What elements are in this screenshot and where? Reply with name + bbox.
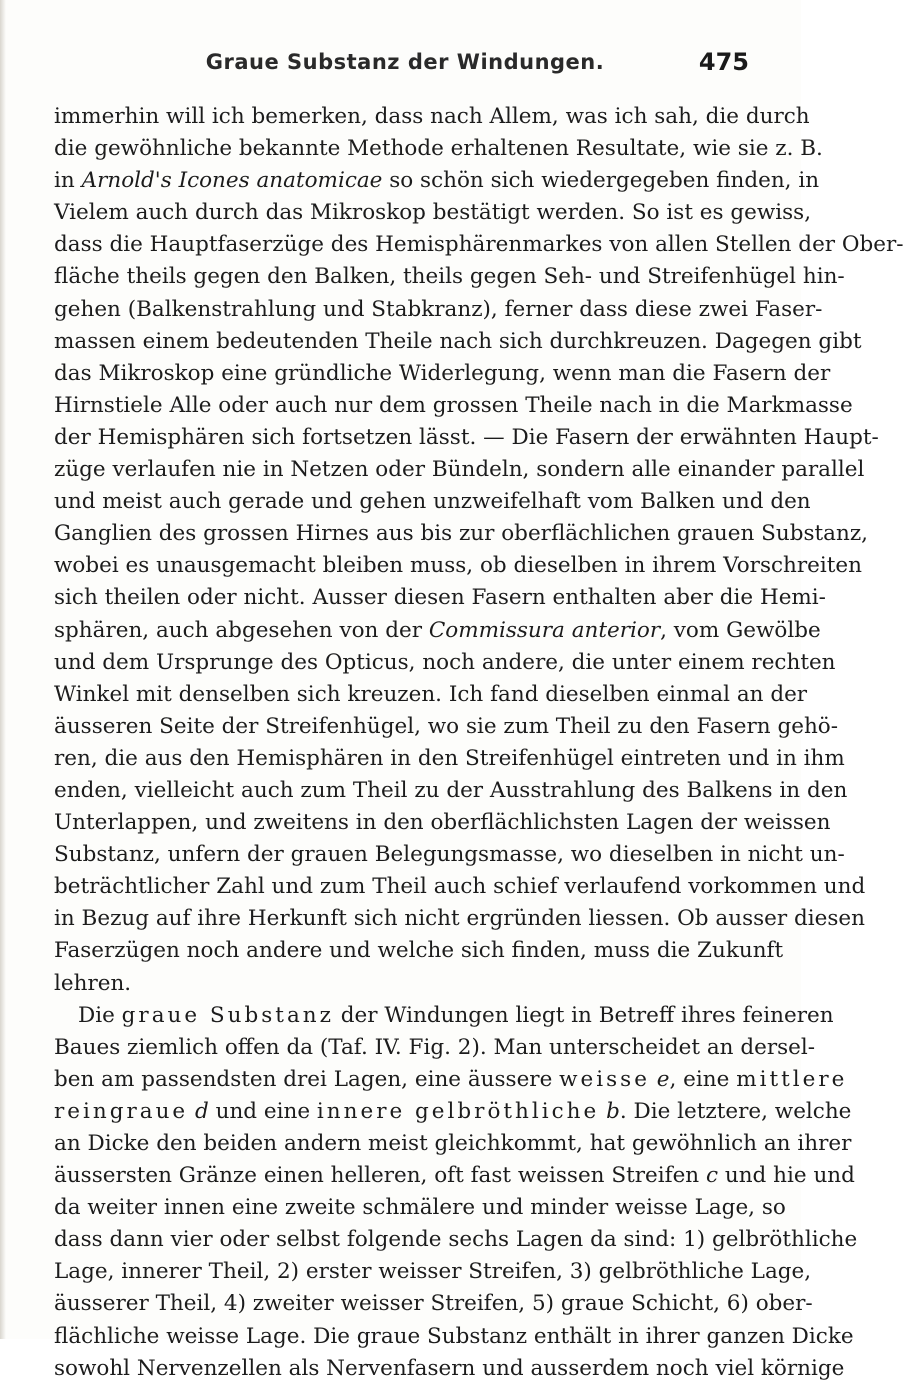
- text-run: und dem Ursprunge des Opticus, noch andere, die unter einem rechten: [54, 649, 836, 675]
- text-run: das Mikroskop eine gründliche Widerlegung, wenn man die Fasern der: [54, 360, 831, 386]
- text-run: züge verlaufen nie in Netzen oder Bündeln, sondern alle einander parallel: [54, 457, 865, 483]
- text-line: [54, 839, 845, 871]
- text-run: dass die Hauptfaserzüge des Hemisphärenmarkes von allen Stellen der Ober-: [54, 232, 904, 258]
- text-line: [54, 326, 862, 358]
- text-run: ren, die aus den Hemisphären in den Streifenhügel eintreten und in ihm: [54, 745, 845, 771]
- text-line: [54, 1128, 852, 1160]
- text-run: äusserer Theil, 4) zweiter weisser Streifen, 5) graue Schicht, 6) ober-: [54, 1291, 813, 1317]
- text-line: [54, 968, 764, 1000]
- text-run: Substanz, unfern der grauen Belegungsmasse, wo dieselben in nicht un-: [54, 842, 845, 868]
- text-line: [54, 1256, 812, 1288]
- italic-text: d: [195, 1098, 209, 1124]
- text-line: [54, 775, 848, 807]
- text-line: [54, 294, 823, 326]
- text-line: [54, 615, 821, 647]
- text-run: und hie und: [718, 1163, 855, 1189]
- text-run: Vielem auch durch das Mikroskop bestätigt werden. So ist es gewiss,: [54, 200, 812, 226]
- spaced-text: innere gelbröthliche: [316, 1098, 600, 1124]
- text-run: und eine: [208, 1098, 317, 1124]
- text-run: sich theilen oder nicht. Ausser diesen Fasern enthalten aber die Hemi-: [54, 585, 826, 611]
- text-run: Winkel mit denselben sich kreuzen. Ich fand dieselben einmal an der: [54, 681, 808, 707]
- text-line: [54, 1224, 858, 1256]
- text-run: [188, 1099, 195, 1124]
- text-run: der Windungen liegt in Betreff ihres feineren: [333, 1002, 834, 1028]
- text-line: [54, 871, 866, 903]
- text-line: [54, 133, 823, 165]
- text-line: [54, 1160, 855, 1192]
- italic-text: e: [656, 1066, 670, 1092]
- text-run: Unterlappen, und zweitens in den oberflächlichsten Lagen der weissen: [54, 810, 831, 836]
- text-run: in Bezug auf ihre Herkunft sich nicht ergründen liessen. Ob ausser diesen: [54, 906, 865, 932]
- text-run: lehren.: [54, 970, 132, 996]
- text-run: Baues ziemlich offen da (Taf. IV. Fig. 2). Man unterscheidet an dersel-: [54, 1034, 816, 1060]
- text-line: [54, 1064, 848, 1096]
- text-run: an Dicke den beiden andern meist gleichkommt, hat gewöhnlich an ihrer: [54, 1131, 852, 1156]
- text-run: , vom Gewölbe: [660, 617, 821, 643]
- text-line: [54, 454, 865, 486]
- text-run: immerhin will ich bemerken, dass nach Allem, was ich sah, die durch: [54, 104, 810, 129]
- text-line: [54, 582, 826, 614]
- text-run: Die: [78, 1002, 122, 1028]
- text-run: beträchtlicher Zahl und zum Theil auch schief verlaufend vorkommen und: [54, 874, 866, 900]
- text-line: [54, 550, 862, 582]
- text-run: äussersten Gränze einen helleren, oft fast weissen Streifen: [54, 1163, 706, 1189]
- text-line: [54, 165, 820, 197]
- text-line: [54, 743, 845, 775]
- text-line: [54, 711, 839, 743]
- text-line: [54, 1192, 786, 1224]
- running-head: [0, 50, 801, 90]
- text-line: [54, 422, 879, 454]
- running-title: Graue Substanz der Windungen.: [205, 50, 605, 74]
- text-run: in: [54, 168, 82, 194]
- text-line: [54, 358, 831, 390]
- text-run: Faserzügen noch andere und welche sich finden, muss die Zukunft: [54, 938, 784, 964]
- text-run: , eine: [669, 1066, 737, 1092]
- text-line: [54, 486, 811, 518]
- text-line: [54, 390, 853, 422]
- text-line: [54, 1288, 813, 1320]
- text-line: [54, 679, 808, 711]
- text-line: [54, 807, 831, 839]
- text-run: massen einem bedeutenden Theile nach sich durchkreuzen. Dagegen gibt: [54, 328, 862, 354]
- text-line: [54, 903, 865, 935]
- body-text: [54, 101, 904, 1385]
- text-line: [54, 935, 784, 967]
- text-line: [54, 647, 836, 679]
- text-line: [54, 101, 810, 133]
- text-line: [54, 1000, 834, 1032]
- text-line: [54, 1096, 852, 1128]
- italic-text: b: [606, 1098, 620, 1124]
- text-run: äusseren Seite der Streifenhügel, wo sie zum Theil zu den Fasern gehö-: [54, 713, 839, 739]
- text-run: Hirnstiele Alle oder auch nur dem grossen Theile nach in die Markmasse: [54, 392, 853, 418]
- spaced-text: reingraue: [54, 1098, 189, 1124]
- italic-text: Arnold's Icones anatomicae: [81, 168, 383, 194]
- text-run: sowohl Nervenzellen als Nervenfasern und ausserdem noch viel körnige: [54, 1355, 845, 1381]
- text-run: die gewöhnliche bekannte Methode erhaltenen Resultate, wie sie z. B.: [54, 136, 823, 162]
- spaced-text: graue Substanz: [121, 1002, 334, 1028]
- text-run: so schön sich wiedergegeben finden, in: [382, 168, 820, 194]
- text-line: [54, 1353, 845, 1385]
- spaced-text: mittlere: [736, 1066, 848, 1092]
- text-run: sphären, auch abgesehen von der: [54, 617, 429, 643]
- text-line: [54, 229, 904, 261]
- text-run: der Hemisphären sich fortsetzen lässt. — Die Fasern der erwähnten Haupt-: [54, 424, 879, 450]
- text-run: da weiter innen eine zweite schmälere und minder weisse Lage, so: [54, 1195, 786, 1221]
- text-line: [54, 1321, 854, 1353]
- text-run: fläche theils gegen den Balken, theils gegen Seh- und Streifenhügel hin-: [54, 264, 845, 290]
- text-run: . Die letztere, welche: [619, 1098, 852, 1124]
- italic-text: Commissura anterior: [428, 617, 661, 643]
- text-run: ben am passendsten drei Lagen, eine äussere: [54, 1066, 560, 1092]
- spaced-text: weisse: [559, 1066, 650, 1092]
- text-line: [54, 197, 812, 229]
- text-run: enden, vielleicht auch zum Theil zu der Ausstrahlung des Balkens in den: [54, 777, 848, 803]
- text-run: gehen (Balkenstrahlung und Stabkranz), ferner dass diese zwei Faser-: [54, 296, 823, 322]
- text-run: dass dann vier oder selbst folgende sechs Lagen da sind: 1) gelbröthliche: [54, 1227, 858, 1253]
- text-line: [54, 261, 845, 293]
- italic-text: c: [705, 1163, 719, 1189]
- page-number: 475: [698, 48, 749, 76]
- text-run: [650, 1067, 657, 1092]
- text-run: flächliche weisse Lage. Die graue Substanz enthält in ihrer ganzen Dicke: [54, 1323, 854, 1349]
- text-run: und meist auch gerade und gehen unzweifelhaft vom Balken und den: [54, 489, 811, 515]
- text-run: Ganglien des grossen Hirnes aus bis zur oberflächlichen grauen Substanz,: [54, 521, 868, 547]
- text-run: wobei es unausgemacht bleiben muss, ob dieselben in ihrem Vorschreiten: [54, 553, 862, 579]
- text-line: [54, 1032, 816, 1064]
- text-run: Lage, innerer Theil, 2) erster weisser Streifen, 3) gelbröthliche Lage,: [54, 1259, 812, 1285]
- page-edge-shadow: [0, 0, 6, 1339]
- text-line: [54, 518, 868, 550]
